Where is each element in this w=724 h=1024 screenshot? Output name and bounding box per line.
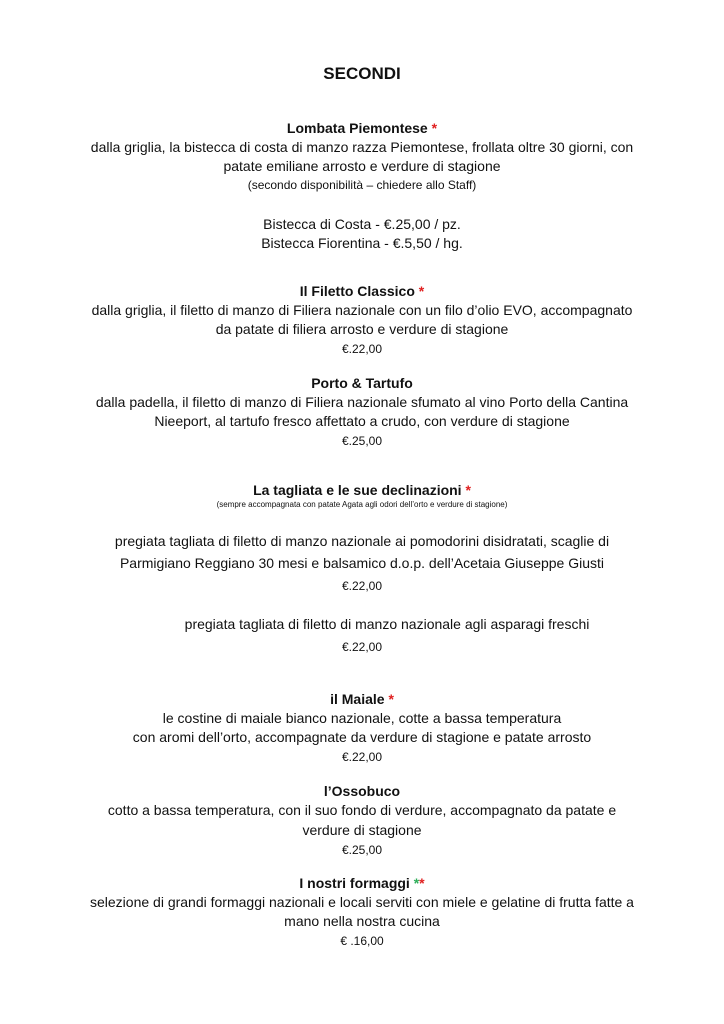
item-description: le costine di maiale bianco nazionale, cotte a bassa temperatura xyxy=(162,710,562,726)
asterisk-mark: * xyxy=(418,283,425,299)
item-description: patate emiliane arrosto e verdure di stagione xyxy=(223,158,501,174)
asterisk-mark: * xyxy=(388,691,394,707)
item-description: dalla griglia, il filetto di manzo di Filiera nazionale con un filo d’olio EVO, accompagnato xyxy=(91,302,633,318)
item-price: €.22,00 xyxy=(341,640,383,654)
item-price: €.22,00 xyxy=(341,342,383,356)
item-price: €.22,00 xyxy=(341,579,383,593)
item-description: dalla griglia, la bistecca di costa di manzo razza Piemontese, frollata oltre 30 giorni, con xyxy=(90,139,634,155)
item-description: cotto a bassa temperatura, con il suo fondo di verdure, accompagnato da patate e xyxy=(107,802,617,818)
item-description: con aromi dell’orto, accompagnate da verdure di stagione e patate arrosto xyxy=(132,729,592,745)
page-title: SECONDI xyxy=(323,64,401,83)
item-title: La tagliata e le sue declinazioni * xyxy=(253,482,471,498)
item-description: mano nella nostra cucina xyxy=(284,913,440,929)
item-title: Il Filetto Classico * xyxy=(299,283,425,299)
item-title: l’Ossobuco xyxy=(323,783,401,799)
item-description: verdure di stagione xyxy=(302,822,422,838)
item-description: da patate di filiera arrosto e verdure di stagione xyxy=(215,321,509,337)
asterisk-mark: * xyxy=(431,120,438,136)
item-title: Lombata Piemontese * xyxy=(286,120,438,136)
asterisk-mark: * xyxy=(465,482,471,498)
item-price: €.25,00 xyxy=(341,434,383,448)
asterisk-mark: * xyxy=(419,875,425,891)
item-description: selezione di grandi formaggi nazionali e locali serviti con miele e gelatine di frutta fatte a xyxy=(90,894,634,910)
item-price: €.22,00 xyxy=(341,750,383,764)
item-note: (sempre accompagnata con patate Agata agli odori dell’orto e verdure di stagione) xyxy=(216,500,508,509)
item-title: il Maiale * xyxy=(330,691,394,707)
item-description: Parmigiano Reggiano 30 mesi e balsamico d.o.p. dell’Acetaia Giuseppe Giusti xyxy=(119,555,605,571)
item-description: pregiata tagliata di filetto di manzo nazionale ai pomodorini disidratati, scaglie di xyxy=(114,533,610,549)
item-note: (secondo disponibilità – chiedere allo Staff) xyxy=(247,178,477,192)
item-price: Bistecca di Costa - €.25,00 / pz. xyxy=(263,216,461,232)
item-price: € .16,00 xyxy=(340,934,384,948)
item-description: dalla padella, il filetto di manzo di Filiera nazionale sfumato al vino Porto della Cantina xyxy=(95,394,629,410)
item-description: pregiata tagliata di filetto di manzo nazionale agli asparagi freschi xyxy=(184,616,590,632)
item-title: Porto & Tartufo xyxy=(311,375,413,391)
asterisk-mark: * xyxy=(413,875,420,891)
item-title: I nostri formaggi ** xyxy=(299,875,425,891)
item-price: Bistecca Fiorentina - €.5,50 / hg. xyxy=(261,235,463,251)
item-price: €.25,00 xyxy=(341,843,383,857)
item-description: Nieeport, al tartufo fresco affettato a crudo, con verdure di stagione xyxy=(154,413,570,429)
